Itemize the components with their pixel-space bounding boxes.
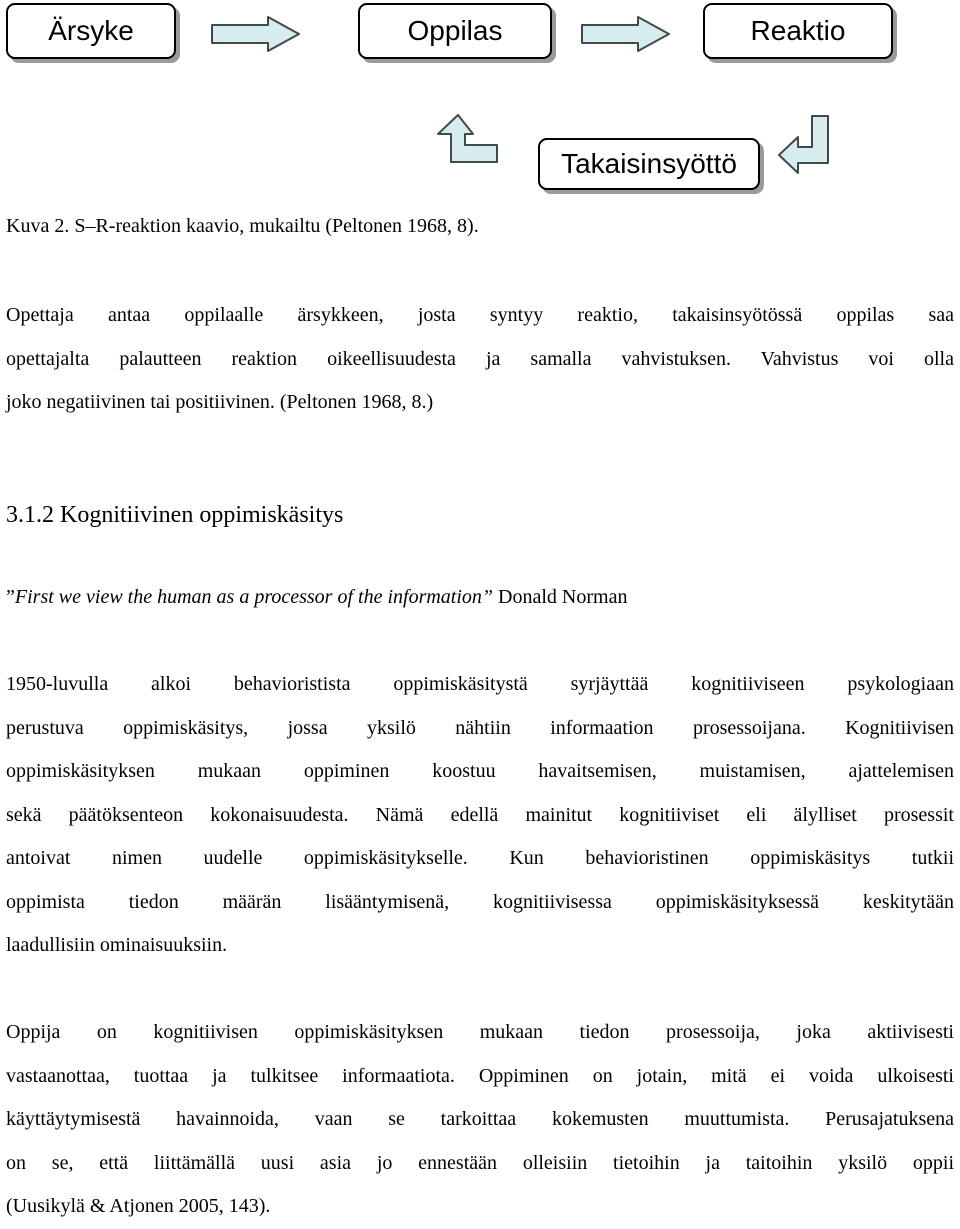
right-arrow-icon	[580, 14, 672, 54]
text-line: Opettaja antaa oppilaalle ärsykkeen, josta syntyy reaktio, takaisinsyötössä oppilas saa	[6, 304, 954, 326]
learner-node: Oppilas	[358, 3, 552, 59]
section-heading: 3.1.2 Kognitiivinen oppimiskäsitys	[6, 502, 344, 528]
text-line: sekä päätöksenteon kokonaisuudesta. Nämä edellä mainitut kognitiiviset eli älylliset prosessit	[6, 803, 954, 826]
right-arrow-icon	[210, 14, 302, 54]
quote-mark: ”	[6, 586, 15, 608]
turn-down-left-arrow-icon	[776, 114, 832, 176]
feedback-node: Takaisinsyöttö	[538, 138, 760, 190]
paragraph-1	[6, 294, 954, 425]
turn-up-left-arrow-icon	[436, 112, 500, 166]
quote-author: Donald Norman	[498, 586, 628, 608]
quote-text: First we view the human as a processor of the information”	[14, 586, 494, 608]
reaction-node: Reaktio	[703, 3, 893, 59]
text-line: 1950-luvulla alkoi behavioristista oppimiskäsitystä syrjäyttää kognitiiviseen psykologiaan	[6, 673, 954, 695]
paragraph-3	[6, 1011, 954, 1229]
text-line: antoivat nimen uudelle oppimiskäsitykselle. Kun behavioristinen oppimiskäsitys tutkii	[6, 847, 954, 869]
text-line: oppimiskäsityksen mukaan oppiminen koostuu havaitsemisen, muistamisen, ajattelemisen	[6, 760, 954, 782]
text-line: vastaanottaa, tuottaa ja tulkitsee informaatiota. Oppiminen on jotain, mitä ei voida ulkoisesti	[6, 1064, 954, 1087]
stimulus-node: Ärsyke	[6, 3, 176, 59]
text-line: käyttäytymisestä havainnoida, vaan se tarkoittaa kokemusten muuttumista. Perusajatuksena	[6, 1108, 954, 1130]
paragraph-2	[6, 663, 954, 968]
text-line: opettajalta palautteen reaktion oikeellisuudesta ja samalla vahvistuksen. Vahvistus voi olla	[6, 347, 954, 370]
text-line: laadullisiin ominaisuuksiin.	[6, 934, 228, 956]
text-line: oppimista tiedon määrän lisääntymisenä, kognitiivisessa oppimiskäsityksessä keskitytään	[6, 890, 954, 913]
text-line: perustuva oppimiskäsitys, jossa yksilö nähtiin informaation prosessoijana. Kognitiivisen	[6, 716, 954, 739]
figure-caption: Kuva 2. S–R-reaktion kaavio, mukailtu (Peltonen 1968, 8).	[6, 215, 479, 237]
text-line: on se, että liittämällä uusi asia jo ennestään olleisiin tietoihin ja taitoihin yksilö oppii	[6, 1151, 954, 1174]
text-line: Oppija on kognitiivisen oppimiskäsityksen mukaan tiedon prosessoija, joka aktiivisesti	[6, 1021, 954, 1043]
quote	[6, 583, 627, 611]
text-line: (Uusikylä & Atjonen 2005, 143).	[6, 1195, 271, 1217]
text-line: joko negatiivinen tai positiivinen. (Peltonen 1968, 8.)	[6, 391, 434, 413]
